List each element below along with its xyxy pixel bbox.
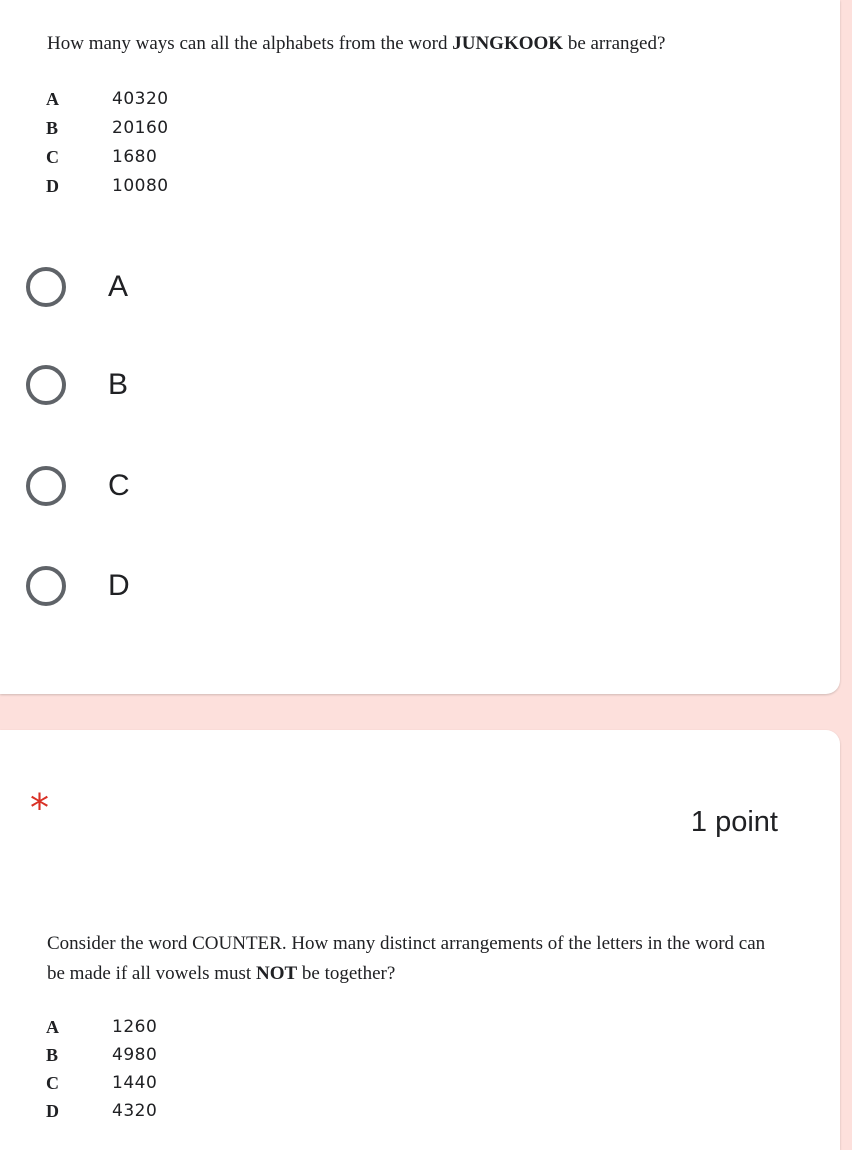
option-letter: B — [46, 118, 59, 138]
option-letter: A — [46, 89, 59, 109]
option-row-d — [46, 172, 169, 201]
radio-label: B — [108, 368, 129, 401]
option-value: 40320 — [112, 89, 169, 109]
question-2-text-end: be together? — [297, 963, 396, 984]
option-value: 4320 — [112, 1101, 158, 1121]
question-1-text-end: be arranged? — [563, 33, 666, 54]
radio-button-icon[interactable] — [26, 566, 66, 606]
radio-choice-c[interactable] — [26, 466, 130, 506]
option-row-a — [46, 85, 169, 114]
option-value: 10080 — [112, 176, 169, 196]
question-card-2 — [0, 730, 840, 1150]
option-value: 4980 — [112, 1045, 158, 1065]
option-value: 1260 — [112, 1017, 158, 1037]
required-asterisk: * — [30, 786, 49, 830]
option-letter: A — [46, 1017, 59, 1037]
radio-choice-d[interactable] — [26, 566, 130, 606]
option-letter: C — [46, 1073, 59, 1093]
option-row-b — [46, 1041, 157, 1069]
option-value: 1680 — [112, 147, 158, 167]
question-1-bold-word: JUNGKOOK — [452, 33, 564, 54]
option-letter: D — [46, 1101, 59, 1121]
question-2-bold-word: NOT — [255, 963, 298, 984]
option-letter: D — [46, 176, 59, 196]
question-2-options-table — [46, 1013, 157, 1125]
question-1-text — [47, 29, 807, 59]
question-1-options-table — [46, 85, 169, 201]
radio-label: D — [108, 569, 130, 602]
option-row-c — [46, 143, 169, 172]
option-row-d — [46, 1097, 157, 1125]
option-row-a — [46, 1013, 157, 1041]
option-row-c — [46, 1069, 157, 1097]
option-letter: B — [46, 1045, 59, 1065]
radio-button-icon[interactable] — [26, 365, 66, 405]
option-value: 1440 — [112, 1073, 158, 1093]
radio-button-icon[interactable] — [26, 267, 66, 307]
radio-label: A — [108, 270, 129, 303]
radio-button-icon[interactable] — [26, 466, 66, 506]
radio-label: C — [108, 469, 130, 502]
option-value: 20160 — [112, 118, 169, 138]
question-1-text-part: How many ways can all the alphabets from the word — [47, 33, 453, 54]
radio-choice-b[interactable] — [26, 365, 128, 405]
question-2-text-part: Consider the word COUNTER. How many distinct arrangements of the letters in the word can be made if all vowels must — [47, 933, 766, 984]
question-2-text — [47, 929, 767, 989]
points-label: 1 point — [690, 806, 778, 838]
option-letter: C — [46, 147, 59, 167]
radio-choice-a[interactable] — [26, 267, 128, 307]
option-row-b — [46, 114, 169, 143]
